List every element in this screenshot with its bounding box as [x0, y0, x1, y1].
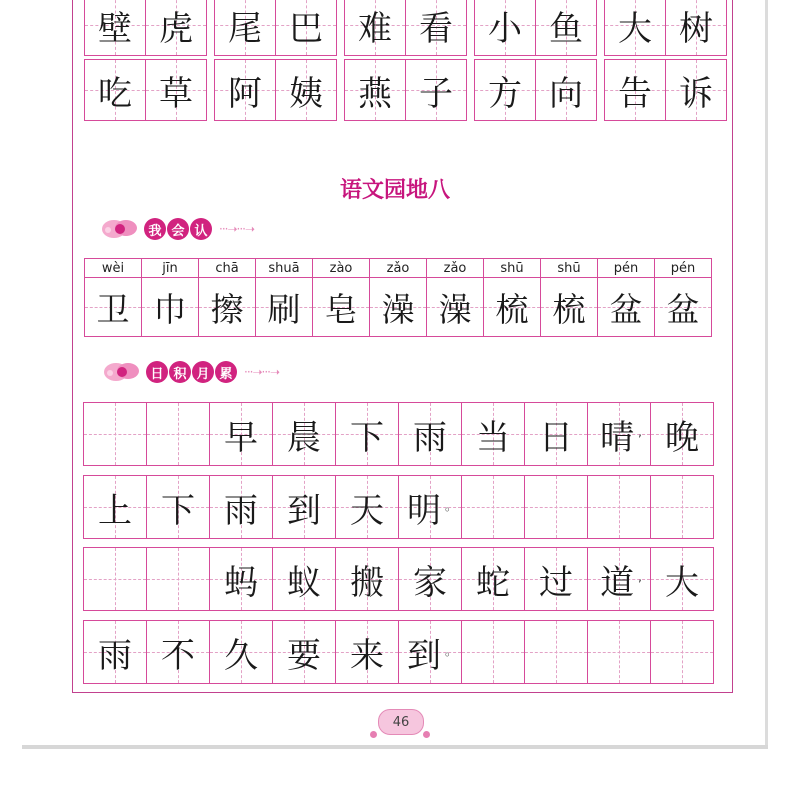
hanzi-text: 刷 — [267, 289, 301, 329]
char-text: 壁 — [98, 8, 132, 49]
poem-char: 天 — [350, 490, 384, 531]
poem-cell — [335, 547, 399, 611]
char-text: 看 — [419, 8, 453, 49]
char-cell — [665, 0, 727, 56]
poem-char: 到 — [287, 490, 321, 531]
hanzi-cell — [654, 277, 712, 337]
poem-char: 来 — [350, 635, 384, 676]
char-cell — [84, 0, 146, 56]
punctuation-mark: 。 — [444, 643, 457, 658]
poem-cell — [146, 402, 210, 466]
poem-char: 要 — [287, 635, 321, 676]
hanzi-cell — [597, 277, 655, 337]
poem-cell — [209, 475, 273, 539]
poem-cell — [83, 547, 147, 611]
pinyin-cell: chā — [198, 258, 256, 278]
poem-cell — [146, 547, 210, 611]
poem-cell — [83, 475, 147, 539]
char-text: 姨 — [289, 73, 323, 114]
pinyin-table — [84, 258, 724, 337]
char-text: 树 — [679, 8, 713, 49]
punctuation-mark: , — [638, 425, 642, 439]
poem-cell — [461, 402, 525, 466]
poem-char: 蛇 — [476, 562, 510, 603]
poem-cell — [524, 402, 588, 466]
poem-row — [83, 402, 713, 466]
pinyin-cell: zǎo — [426, 258, 484, 278]
poem-cell — [398, 620, 462, 684]
hanzi-text: 巾 — [153, 289, 187, 329]
vocab-word — [84, 59, 206, 121]
hanzi-text: 盆 — [609, 289, 643, 329]
dot-icon — [423, 731, 430, 738]
char-cell — [405, 0, 467, 56]
badge-char: 积 — [169, 361, 191, 383]
poem-cell — [209, 402, 273, 466]
poem-char: 雨 — [413, 417, 447, 458]
char-cell — [405, 59, 467, 121]
hanzi-cell — [369, 277, 427, 337]
poem-cell — [272, 402, 336, 466]
char-text: 方 — [488, 73, 522, 114]
vocab-word — [214, 59, 336, 121]
poem-char: 日 — [539, 417, 573, 458]
char-cell — [275, 0, 337, 56]
hanzi-text: 梳 — [495, 289, 529, 329]
char-text: 阿 — [228, 73, 262, 114]
poem-cell — [83, 620, 147, 684]
badge-char: 日 — [146, 361, 168, 383]
char-text: 子 — [419, 73, 453, 114]
poem-cell — [587, 475, 651, 539]
poem-cell — [587, 547, 651, 611]
vocab-word — [604, 0, 726, 56]
poem-char: 蚂 — [224, 562, 258, 603]
page-number: 46 — [378, 709, 424, 735]
poem-cell — [587, 620, 651, 684]
flower-icon — [100, 217, 142, 241]
poem-cell — [524, 620, 588, 684]
vocab-row — [84, 0, 734, 56]
char-text: 尾 — [228, 8, 262, 49]
poem-row — [83, 547, 713, 611]
hanzi-text: 擦 — [210, 289, 244, 329]
punctuation-mark: , — [638, 570, 642, 584]
hanzi-text: 梳 — [552, 289, 586, 329]
badge-char: 累 — [215, 361, 237, 383]
poem-char: 家 — [413, 562, 447, 603]
poem-char: 明 — [406, 490, 441, 531]
page-bottom-shadow — [22, 745, 768, 749]
poem-cell — [398, 475, 462, 539]
hanzi-text: 澡 — [438, 289, 472, 329]
dot-icon — [370, 731, 377, 738]
char-cell — [474, 0, 536, 56]
char-text: 难 — [358, 8, 392, 49]
pinyin-cell: zào — [312, 258, 370, 278]
pinyin-cell: jīn — [141, 258, 199, 278]
poem-char: 到 — [406, 635, 441, 676]
poem-cell — [398, 547, 462, 611]
char-text: 燕 — [358, 73, 392, 114]
char-cell — [84, 59, 146, 121]
char-text: 告 — [618, 73, 652, 114]
pinyin-cell: shuā — [255, 258, 313, 278]
hanzi-cell — [312, 277, 370, 337]
arrow-decoration-icon: ···➝···➝ — [219, 222, 254, 236]
pinyin-cell: wèi — [84, 258, 142, 278]
char-cell — [344, 0, 406, 56]
vocab-word — [474, 59, 596, 121]
poem-char: 大 — [665, 562, 699, 603]
poem-cell — [83, 402, 147, 466]
poem-cell — [650, 402, 714, 466]
vocab-word — [474, 0, 596, 56]
poem-cell — [146, 475, 210, 539]
poem-char: 当 — [476, 417, 510, 458]
hanzi-text: 盆 — [666, 289, 700, 329]
poem-char: 搬 — [350, 562, 384, 603]
badge-char: 认 — [190, 218, 212, 240]
pinyin-cell: pén — [654, 258, 712, 278]
pinyin-cell: shū — [540, 258, 598, 278]
poem-cell — [209, 547, 273, 611]
char-text: 吃 — [98, 73, 132, 114]
pinyin-cell: zǎo — [369, 258, 427, 278]
recognize-badge — [100, 217, 254, 241]
poem-char: 雨 — [98, 635, 132, 676]
badge-char: 会 — [167, 218, 189, 240]
poem-cell — [209, 620, 273, 684]
poem-cell — [146, 620, 210, 684]
vocab-row — [84, 59, 734, 121]
char-cell — [535, 0, 597, 56]
punctuation-mark: 。 — [444, 498, 457, 513]
arrow-decoration-icon: ···➝···➝ — [244, 365, 279, 379]
poem-char: 蚁 — [287, 562, 321, 603]
hanzi-cell — [483, 277, 541, 337]
poem-cell — [335, 402, 399, 466]
poem-cell — [272, 547, 336, 611]
poem-row — [83, 620, 713, 684]
poem-cell — [461, 475, 525, 539]
badge-char: 月 — [192, 361, 214, 383]
vocab-word — [344, 59, 466, 121]
poem-char: 早 — [224, 417, 258, 458]
poem-cell — [398, 402, 462, 466]
char-cell — [665, 59, 727, 121]
char-cell — [275, 59, 337, 121]
char-cell — [214, 59, 276, 121]
char-text: 巴 — [289, 8, 323, 49]
poem-cell — [650, 620, 714, 684]
poem-cell — [461, 620, 525, 684]
vocab-word — [604, 59, 726, 121]
char-text: 小 — [488, 8, 522, 49]
vocab-word — [344, 0, 466, 56]
page-number-badge — [370, 709, 430, 741]
hanzi-text: 卫 — [96, 289, 130, 329]
char-cell — [344, 59, 406, 121]
section-title: 语文园地八 — [339, 177, 450, 203]
char-cell — [474, 59, 536, 121]
char-text: 虎 — [159, 8, 193, 49]
poem-char: 晚 — [665, 417, 699, 458]
pinyin-cell: shū — [483, 258, 541, 278]
poem-cell — [524, 475, 588, 539]
poem-char: 上 — [98, 490, 132, 531]
char-text: 诉 — [679, 73, 713, 114]
poem-cell — [272, 620, 336, 684]
poem-row — [83, 475, 713, 539]
char-cell — [604, 59, 666, 121]
poem-char: 道 — [600, 562, 635, 603]
char-cell — [214, 0, 276, 56]
page-edge-shadow — [765, 0, 768, 749]
char-text: 向 — [549, 73, 583, 114]
poem-char: 下 — [161, 490, 195, 531]
char-text: 草 — [159, 73, 193, 114]
vocab-word — [84, 0, 206, 56]
hanzi-text: 皂 — [324, 289, 358, 329]
poem-char: 晨 — [287, 417, 321, 458]
poem-cell — [650, 547, 714, 611]
char-cell — [145, 0, 207, 56]
char-cell — [145, 59, 207, 121]
hanzi-cell — [426, 277, 484, 337]
hanzi-cell — [84, 277, 142, 337]
hanzi-cell — [540, 277, 598, 337]
poem-char: 不 — [161, 635, 195, 676]
poem-char: 久 — [224, 635, 258, 676]
poem-cell — [461, 547, 525, 611]
pinyin-cell: pén — [597, 258, 655, 278]
poem-char: 下 — [350, 417, 384, 458]
poem-cell — [335, 620, 399, 684]
char-text: 鱼 — [549, 8, 583, 49]
poem-char: 雨 — [224, 490, 258, 531]
poem-cell — [335, 475, 399, 539]
hanzi-cell — [141, 277, 199, 337]
flower-icon — [102, 360, 144, 384]
poem-cell — [524, 547, 588, 611]
char-text: 大 — [618, 8, 652, 49]
badge-char: 我 — [144, 218, 166, 240]
poem-char: 晴 — [600, 417, 635, 458]
vocab-word — [214, 0, 336, 56]
poem-cell — [587, 402, 651, 466]
poem-cell — [272, 475, 336, 539]
hanzi-cell — [198, 277, 256, 337]
accumulate-badge — [102, 360, 279, 384]
char-cell — [535, 59, 597, 121]
char-cell — [604, 0, 666, 56]
hanzi-cell — [255, 277, 313, 337]
poem-cell — [650, 475, 714, 539]
poem-char: 过 — [539, 562, 573, 603]
hanzi-text: 澡 — [381, 289, 415, 329]
